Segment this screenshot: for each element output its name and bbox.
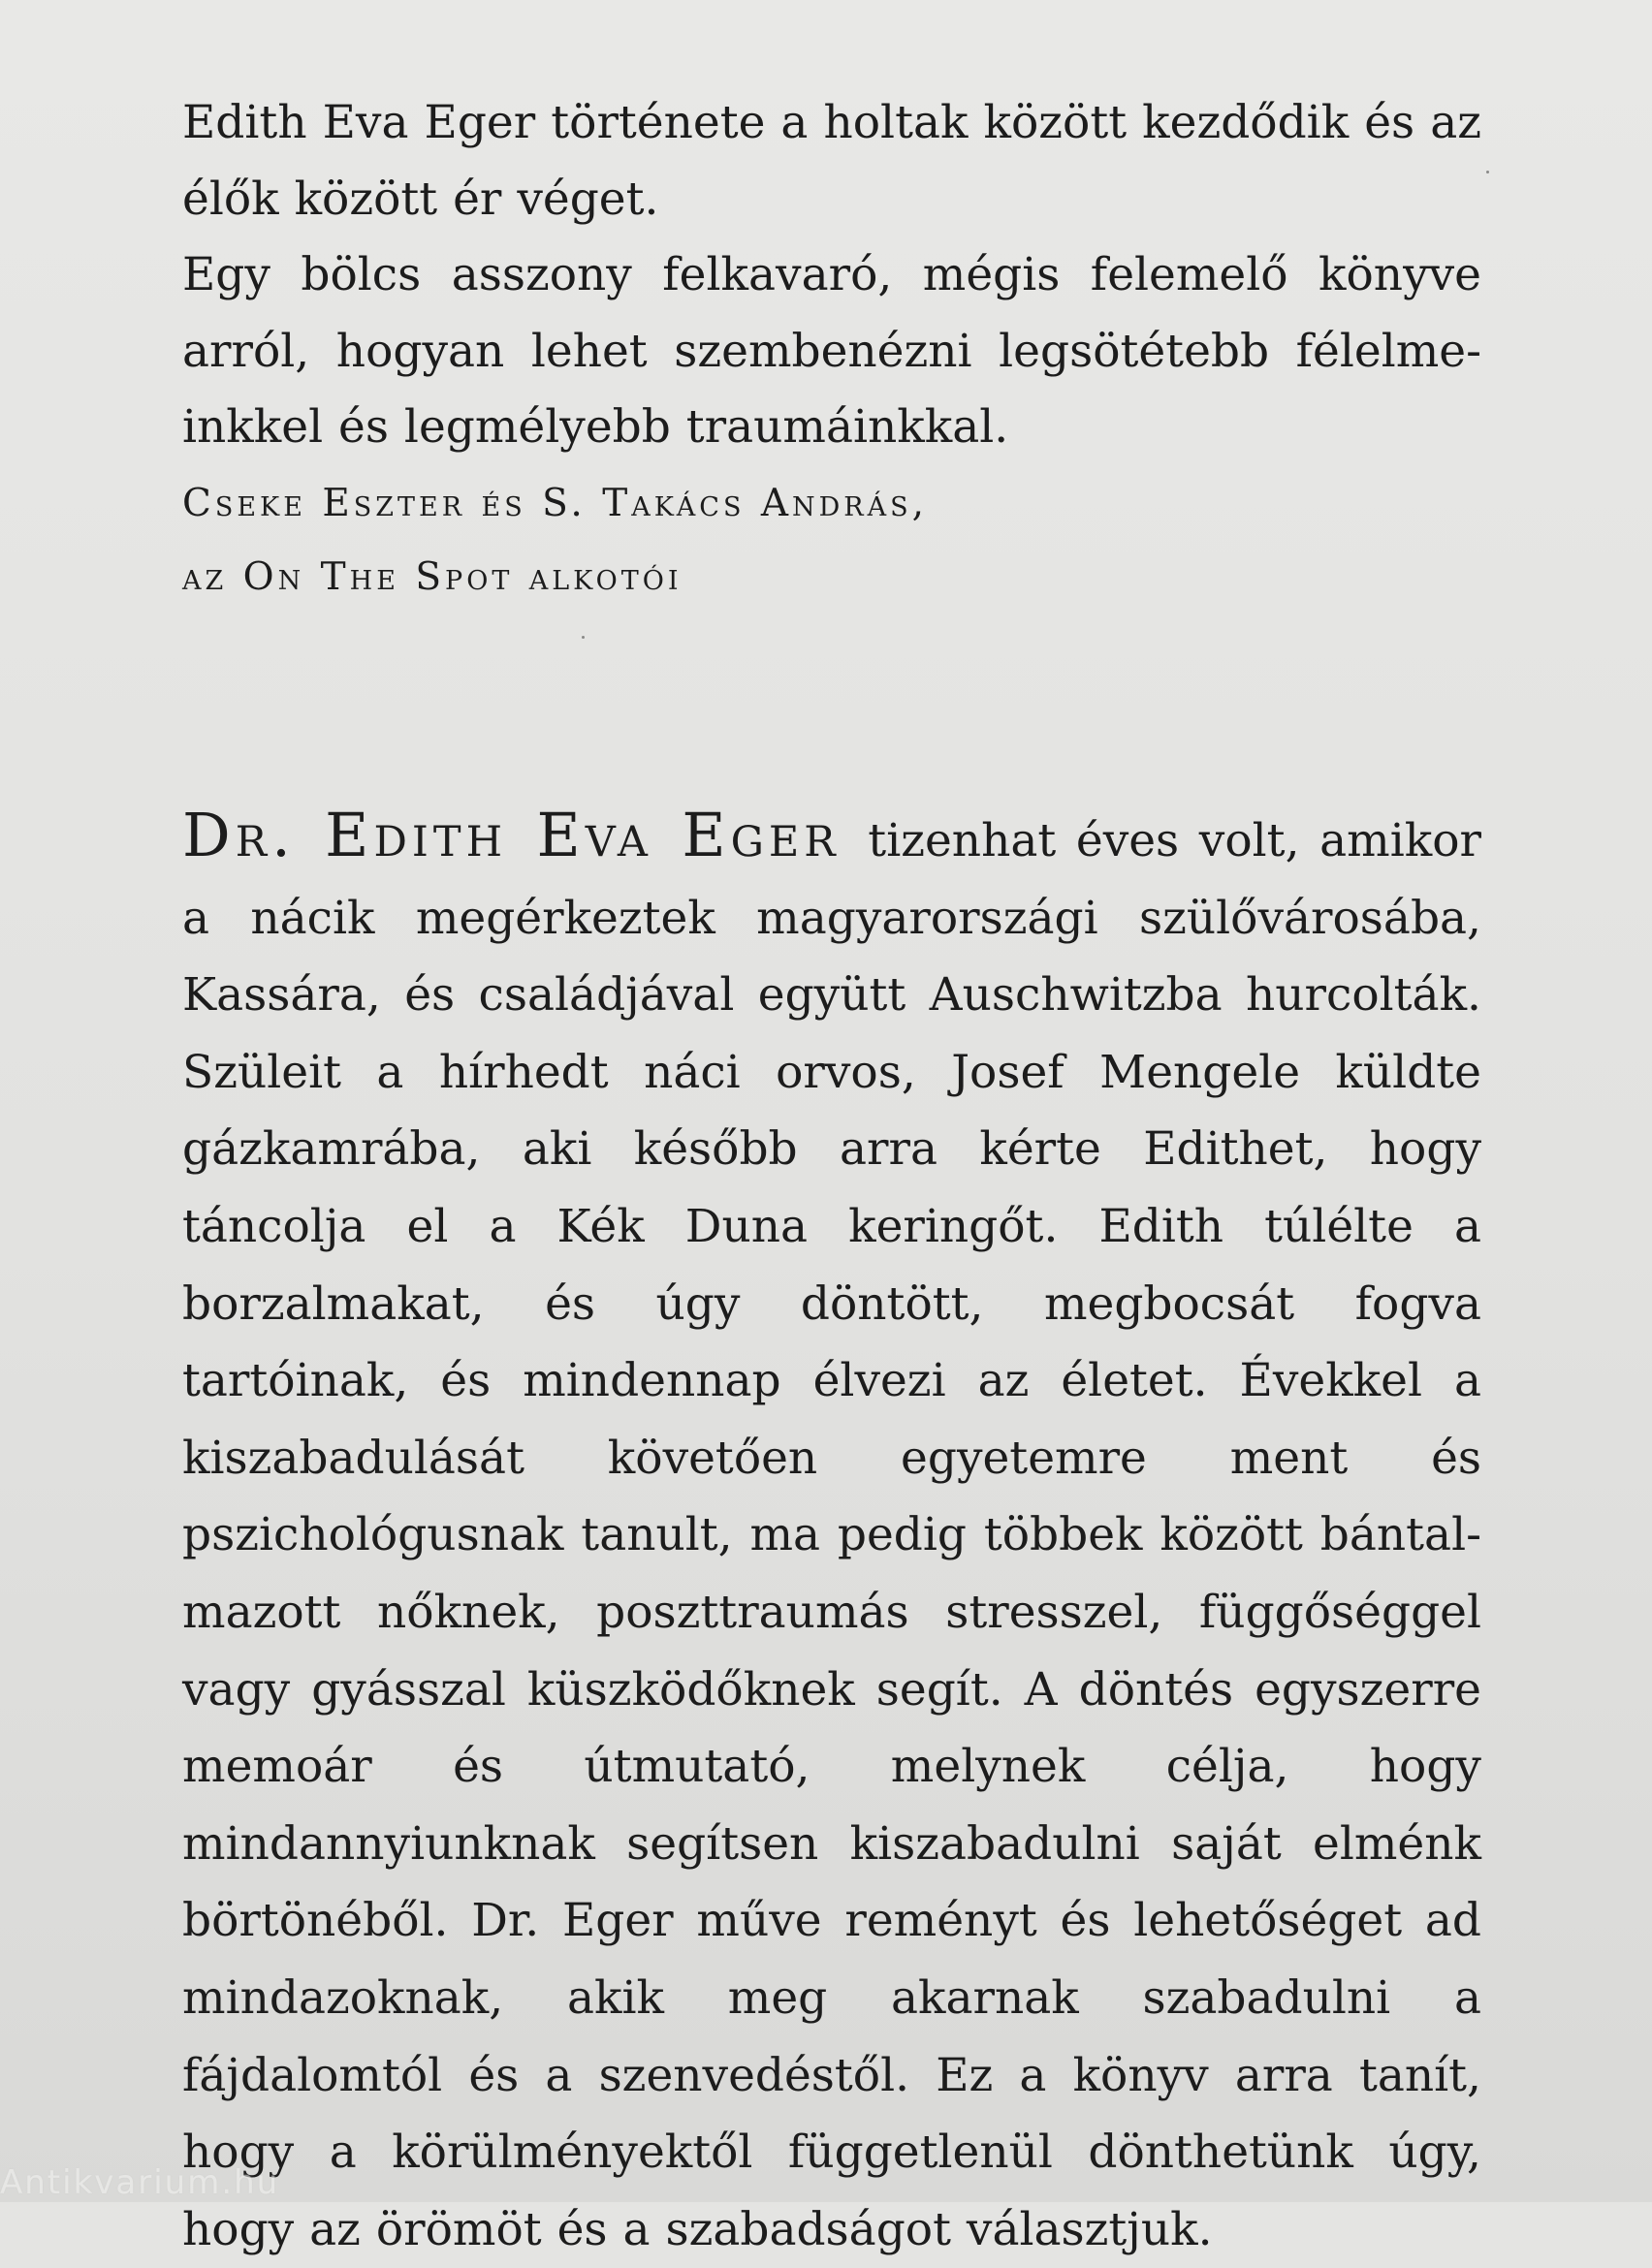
quote-sentence-2: Egy bölcs asszony felkavaró, mégis felemelő könyve arról, hogyan lehet szembenézni legsötétebb félelmeinkkel és legmélyebb traumáinkkal. <box>182 248 1481 454</box>
quote-sentence-1: Edith Eva Eger története a holtak között kezdődik és az élők között ér véget. <box>182 96 1481 226</box>
credit-authors: Cseke Eszter és S. Takács András, <box>182 482 929 525</box>
endorsement-credit <box>182 467 1152 614</box>
credit-affiliation: az On The Spot alkotói <box>182 555 683 599</box>
biography-text: tizenhat éves volt, amikor a nácik megérkeztek magyarországi szülővárosába, Kassára, és családjával együtt Auschwitzba hurcolták. Szüleit a hírhedt náci orvos, Josef Mengele küldte gázkamrába, aki később arra kérte Edithet, hogy táncolja el a Kék Duna keringőt. Edith túlélte a borzalmakat, és úgy döntött, megbocsát fogva tartóinak, és mindennap élvezi az életet. Évekkel a kiszabadulását követően egyetemre ment és pszichológusnak tanult, ma pedig többek között bántalmazott nőknek, poszttraumás stresszel, függőséggel vagy gyásszal küszködőknek segít. A döntés egyszerre memoár és útmutató, melynek célja, hogy mindannyiunknak segítsen kiszabadulni saját elménk börtönéből. Dr. Eger műve reményt és lehetőséget ad mindazoknak, akik meg akarnak szabadulni a fájdalomtól és a szenvedéstől. Ez a könyv arra tanít, hogy a körülményektől függetlenül dönthetünk úgy, hogy az örömöt és a szabadságot választjuk. <box>182 814 1481 2256</box>
endorsement-quote <box>182 85 1481 466</box>
author-name: Dr. Edith Eva Eger <box>182 800 841 870</box>
watermark-logo: Antikvarium.hu <box>0 2163 280 2202</box>
author-biography <box>182 797 1481 2268</box>
paper-speck <box>1486 171 1489 173</box>
biography-paragraph <box>182 797 1481 2268</box>
paper-speck <box>582 636 585 639</box>
